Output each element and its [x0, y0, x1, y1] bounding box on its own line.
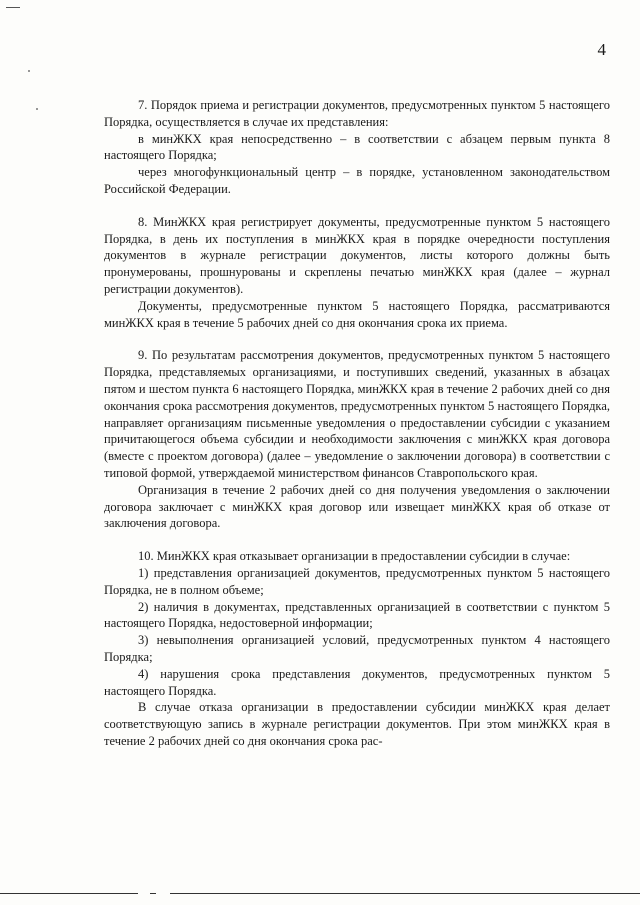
scan-artifact-line — [150, 893, 156, 894]
paragraph-10-item-3: 3) невыполнения организацией условий, предусмотренных пунктом 4 настоящего Порядка; — [104, 633, 610, 664]
paragraph-8-part-2: Документы, предусмотренные пунктом 5 настоящего Порядка, рассматриваются минЖКХ края в течение 5 рабочих дней со дня окончания срока их приема. — [104, 298, 610, 330]
paragraph-10-part-2: В случае отказа организации в предоставлении субсидии минЖКХ края делает соответствующую запись в журнале регистрации документов. При этом минЖКХ края в течение 2 рабочих дней со дня окончания срока рас- — [104, 700, 610, 748]
page-number: 4 — [597, 40, 606, 59]
scan-artifact-line — [0, 893, 138, 894]
scan-artifact — [6, 7, 20, 8]
scan-artifact-line — [170, 893, 640, 894]
paragraph-8: 8. МинЖКХ края регистрирует документы, предусмотренные пунктом 5 настоящего Порядка, в день их поступления в минЖКХ края в порядке очередности поступления документов в журнале регистрации документов, листы которого должны быть пронумерованы, прошнурованы и скреплены печатью минЖКХ края (далее – журнал регистрации документов). — [104, 214, 610, 296]
paragraph-10-item-4: 4) нарушения срока представления документов, предусмотренных пунктом 5 настоящего Порядка. — [104, 666, 610, 698]
paragraph-7-item-1: в минЖКХ края непосредственно – в соответствии с абзацем первым пункта 8 настоящего Порядка; — [104, 131, 610, 163]
paragraph-10-item-1: 1) представления организацией документов, предусмотренных пунктом 5 настоящего Порядка, не в полном объеме; — [104, 565, 610, 597]
paragraph-10-item-2: 2) наличия в документах, представленных организацией в соответствии с пунктом 5 настоящего Порядка, недостоверной информации; — [104, 599, 610, 631]
paragraph-9-part-2: Организация в течение 2 рабочих дней со дня получения уведомления о заключении договора заключает с минЖКХ края договор или извещает минЖКХ края об отказе от заключения договора. — [104, 482, 610, 531]
paragraph-9: 9. По результатам рассмотрения документов, предусмотренных пунктом 5 настоящего Порядка, представляемых организациями, и поступивших сведений, указанных в абзацах пятом и шестом пункта 6 настоящего Порядка, минЖКХ края в течение 2 рабочих дней со дня окончания срока рассмотрения документов, предусмотренных пунктом 5 настоящего Порядка, направляет организациям письменные уведомления о предоставлении субсидии с указанием причитающегося объема субсидии и необходимости заключения с минЖКХ края договора (вместе с проектом договора) (далее – уведомление о заключении договора) в соответствии с типовой формой, утверждаемой министерством финансов Ставропольского края. — [104, 348, 610, 480]
scan-artifact — [28, 70, 30, 72]
paragraph-7-item-2: через многофункциональный центр – в порядке, установленном законодательством Российской Федерации. — [104, 165, 610, 196]
document-body — [104, 97, 610, 750]
paragraph-10: 10. МинЖКХ края отказывает организации в предоставлении субсидии в случае: — [138, 549, 571, 564]
scan-artifact — [36, 108, 38, 110]
paragraph-7: 7. Порядок приема и регистрации документов, предусмотренных пунктом 5 настоящего Порядка, осуществляется в случае их представления: — [104, 98, 610, 129]
